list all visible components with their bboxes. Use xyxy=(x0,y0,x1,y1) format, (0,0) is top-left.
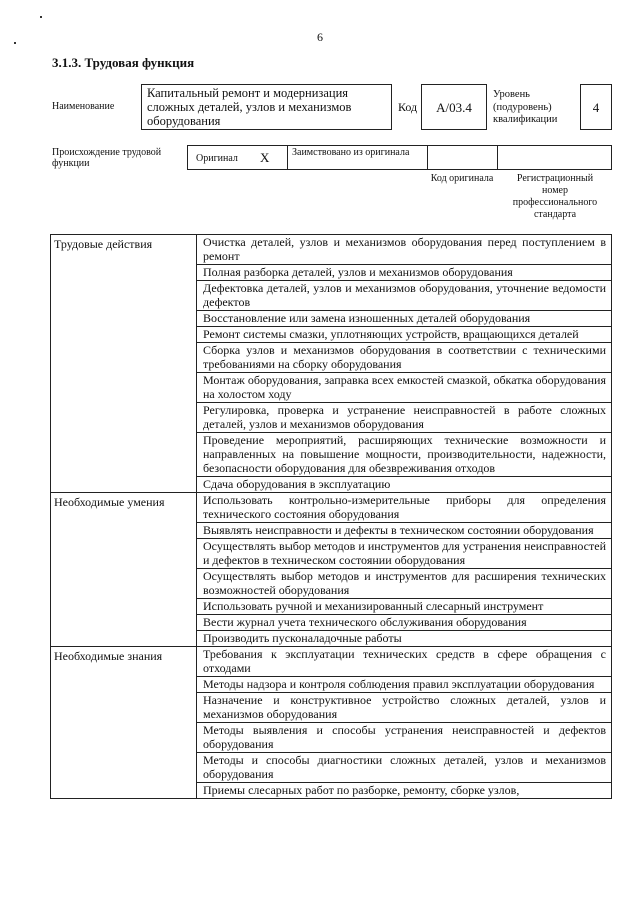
origin-row xyxy=(187,145,612,170)
section-item: Производить пусконаладочные работы xyxy=(197,631,612,647)
section-item: Сборка узлов и механизмов оборудования в соответствии с техническими требованиями на сборку оборудования xyxy=(197,343,612,373)
original-mark: X xyxy=(260,150,270,165)
section-item: Осуществлять выбор методов и инструментов для устранения неисправностей и дефектов в техническом состоянии оборудования xyxy=(197,539,612,569)
section-item: Использовать контрольно-измерительные приборы для определения технического состояния оборудования xyxy=(197,493,612,523)
labor-function-table xyxy=(50,234,612,799)
table-row xyxy=(51,647,612,677)
table-row xyxy=(51,235,612,265)
section-item: Полная разборка деталей, узлов и механизмов оборудования xyxy=(197,265,612,281)
section-title: Необходимые знания xyxy=(51,647,197,799)
table-row xyxy=(51,493,612,523)
qualification-level: 4 xyxy=(580,84,612,130)
section-title: Необходимые умения xyxy=(51,493,197,647)
section-title: Трудовые действия xyxy=(51,235,197,493)
name-label: Наименование xyxy=(52,101,115,112)
section-item: Сдача оборудования в эксплуатацию xyxy=(197,477,612,493)
original-label: Оригинал xyxy=(196,153,238,164)
section-item: Восстановление или замена изношенных деталей оборудования xyxy=(197,311,612,327)
level-label: Уровень (подуровень) квалификации xyxy=(493,89,558,125)
original-cell xyxy=(188,146,288,169)
section-item: Проведение мероприятий, расширяющих технические возможности и направленных на повышение мощности, производительности, надежности, безопасности оборудования для обезвреживания отходов xyxy=(197,433,612,477)
section-item: Монтаж оборудования, заправка всех емкостей смазкой, обкатка оборудования на холостом ходу xyxy=(197,373,612,403)
section-item: Очистка деталей, узлов и механизмов оборудования перед поступлением в ремонт xyxy=(197,235,612,265)
section-item: Требования к эксплуатации технических средств в сфере обращения с отходами xyxy=(197,647,612,677)
borrowed-label: Заимствовано из оригинала xyxy=(292,147,410,158)
section-item: Приемы слесарных работ по разборке, ремонту, сборке узлов, xyxy=(197,783,612,799)
section-item: Методы и способы диагностики сложных деталей, узлов и механизмов оборудования xyxy=(197,753,612,783)
scan-mark xyxy=(40,16,42,18)
code-original-label: Код оригинала xyxy=(430,173,494,184)
section-item: Методы выявления и способы устранения неисправностей и дефектов оборудования xyxy=(197,723,612,753)
registration-number-label: Регистрационный номер профессионального стандарта xyxy=(512,173,598,220)
section-item: Ремонт системы смазки, уплотняющих устройств, вращающихся деталей xyxy=(197,327,612,343)
section-item: Назначение и конструктивное устройство сложных деталей, узлов и механизмов оборудования xyxy=(197,693,612,723)
code-original-cell xyxy=(428,146,498,169)
section-item: Регулировка, проверка и устранение неисправностей в работе сложных деталей, узлов и механизмов оборудования xyxy=(197,403,612,433)
section-item: Использовать ручной и механизированный слесарный инструмент xyxy=(197,599,612,615)
section-item: Методы надзора и контроля соблюдения правил эксплуатации оборудования xyxy=(197,677,612,693)
section-item: Осуществлять выбор методов и инструментов для расширения технических возможностей оборудования xyxy=(197,569,612,599)
section-item: Дефектовка деталей, узлов и механизмов оборудования, уточнение ведомости дефектов xyxy=(197,281,612,311)
page-number: 6 xyxy=(317,30,323,44)
function-code: A/03.4 xyxy=(421,84,487,130)
section-item: Выявлять неисправности и дефекты в техническом состоянии оборудования xyxy=(197,523,612,539)
section-item: Вести журнал учета технического обслуживания оборудования xyxy=(197,615,612,631)
origin-label: Происхождение трудовой функции xyxy=(52,147,162,169)
borrowed-cell xyxy=(288,146,428,169)
function-name: Капитальный ремонт и модернизация сложных деталей, узлов и механизмов оборудования xyxy=(141,84,392,130)
code-label: Код xyxy=(398,100,418,114)
section-heading: 3.1.3. Трудовая функция xyxy=(52,55,195,70)
